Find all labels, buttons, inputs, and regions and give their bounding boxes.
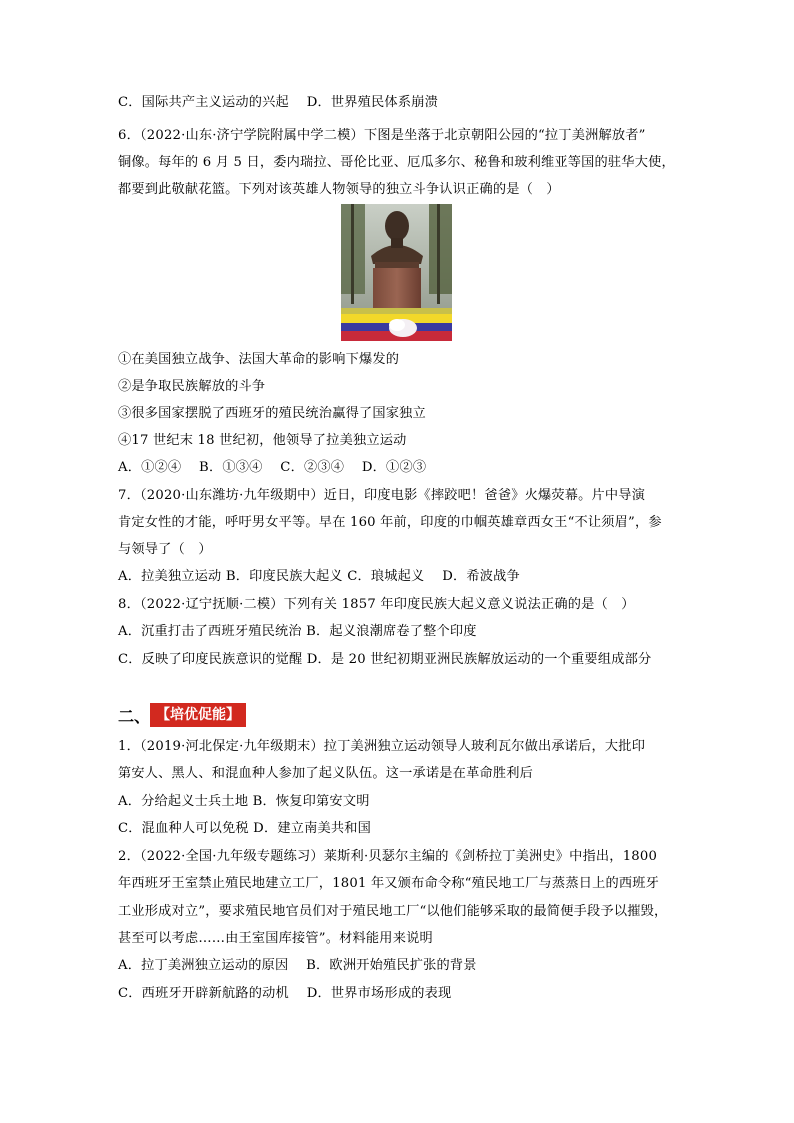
section-heading xyxy=(118,703,246,727)
q6-options: A．①②④ B．①③④ C．②③④ D．①②③ xyxy=(118,460,427,475)
s2-q2-stem-line2: 年西班牙王室禁止殖民地建立工厂，1801 年又颁布命令称“殖民地工厂与蒸蒸日上的西班牙 xyxy=(118,876,660,891)
q6-statement-4: ④17 世纪末 18 世纪初，他领导了拉美独立运动 xyxy=(118,433,407,448)
s2-q2-options-cd: C．西班牙开辟新航路的动机 D．世界市场形成的表现 xyxy=(118,986,452,1001)
q6-statement-1: ①在美国独立战争、法国大革命的影响下爆发的 xyxy=(118,352,400,367)
q6-statement-2: ②是争取民族解放的斗争 xyxy=(118,379,266,394)
s2-q1-options-cd: C．混血种人可以免税 D．建立南美共和国 xyxy=(118,821,372,836)
s2-q1-stem-line1: 1．（2019·河北保定·九年级期末）拉丁美洲独立运动领导人玻利瓦尔做出承诺后，大批印 xyxy=(118,739,646,754)
section-title-badge: 【培优促能】 xyxy=(150,703,246,727)
q8-stem: 8．（2022·辽宁抚顺·二模）下列有关 1857 年印度民族大起义意义说法正确的是（ ） xyxy=(118,597,635,612)
s2-q1-stem-line2: 第安人、黑人、和混血种人参加了起义队伍。这一承诺是在革命胜利后 xyxy=(118,766,534,781)
s2-q1-options-ab: A．分给起义士兵土地 B．恢复印第安文明 xyxy=(118,794,370,809)
s2-q2-stem-line1: 2．（2022·全国·九年级专题练习）莱斯利·贝瑟尔主编的《剑桥拉丁美洲史》中指出，1800 xyxy=(118,849,658,864)
q7-stem-line3: 与领导了（ ） xyxy=(118,542,212,557)
q7-options: A．拉美独立运动 B．印度民族大起义 C．琅城起义 D．希波战争 xyxy=(118,569,520,584)
q7-stem-line1: 7．（2020·山东潍坊·九年级期中）近日，印度电影《摔跤吧！爸爸》火爆荧幕。片中导演 xyxy=(118,488,646,503)
s2-q2-stem-line4: 甚至可以考虑……由王室国库接管”。材料能用来说明 xyxy=(118,931,433,946)
bronze-bust-icon xyxy=(341,204,452,341)
q6-stem-line3: 都要到此敬献花篮。下列对该英雄人物领导的独立斗争认识正确的是（ ） xyxy=(118,182,560,197)
q6-stem-line1: 6．（2022·山东·济宁学院附属中学二模）下图是坐落于北京朝阳公园的“拉丁美洲解放者” xyxy=(118,128,646,143)
q8-options-cd: C．反映了印度民族意识的觉醒 D．是 20 世纪初期亚洲民族解放运动的一个重要组成部分 xyxy=(118,652,652,667)
q5-options-cd: C．国际共产主义运动的兴起 D．世界殖民体系崩溃 xyxy=(118,95,438,110)
q7-stem-line2: 肯定女性的才能，呼吁男女平等。早在 160 年前，印度的巾帼英雄章西女王“不让须眉”，参 xyxy=(118,515,662,530)
s2-q2-options-ab: A．拉丁美洲独立运动的原因 B．欧洲开始殖民扩张的背景 xyxy=(118,958,477,973)
section-number: 二、 xyxy=(118,706,151,726)
s2-q2-stem-line3: 工业形成对立”，要求殖民地官员们对于殖民地工厂“以他们能够采取的最简便手段予以摧毁， xyxy=(118,904,668,919)
q8-options-ab: A．沉重打击了西班牙殖民统治 B．起义浪潮席卷了整个印度 xyxy=(118,624,477,639)
statue-photo xyxy=(341,204,452,341)
q6-statement-3: ③很多国家摆脱了西班牙的殖民统治赢得了国家独立 xyxy=(118,406,426,421)
q6-stem-line2: 铜像。每年的 6 月 5 日，委内瑞拉、哥伦比亚、厄瓜多尔、秘鲁和玻利维亚等国的驻华大使， xyxy=(118,155,675,170)
